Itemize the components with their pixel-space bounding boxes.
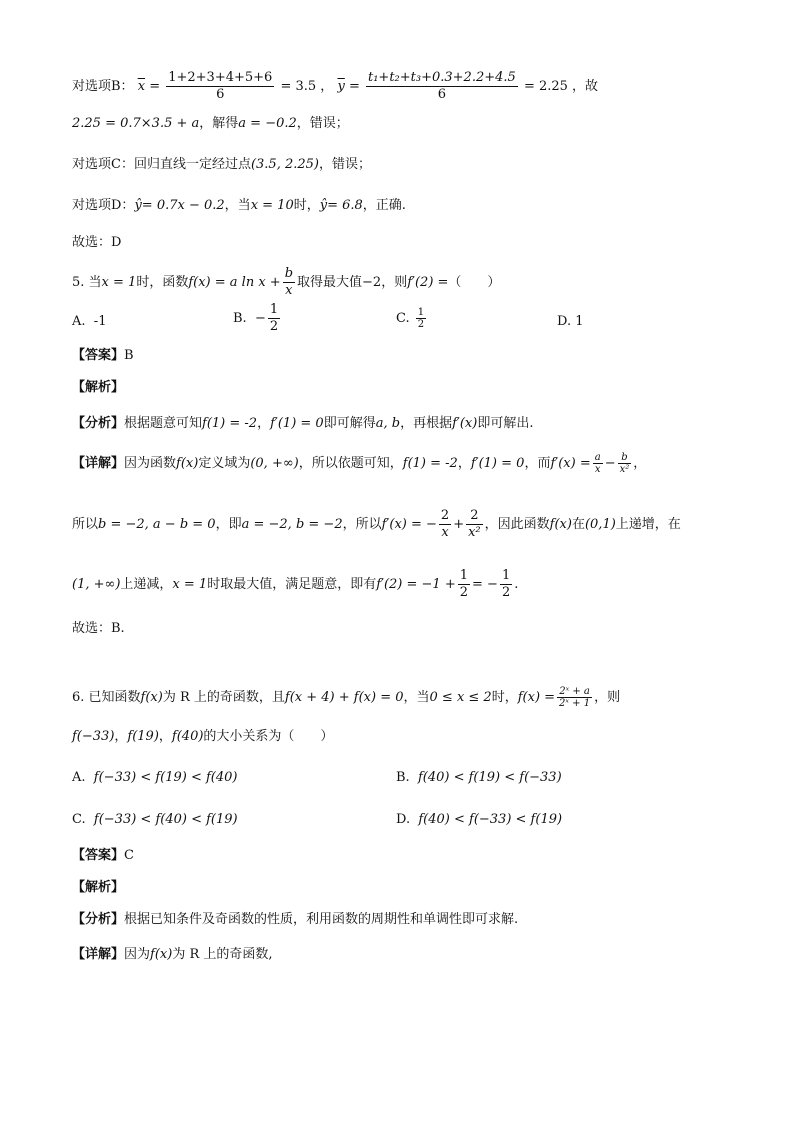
solve-a-line [72, 114, 349, 134]
denominator: 2ˣ + 1 [559, 698, 591, 709]
x-value: x = 10 [250, 198, 294, 213]
text: 在 [571, 517, 585, 532]
text: 因为函数 [124, 456, 177, 471]
equals: = [149, 79, 161, 94]
answer-tag: 【答案】 [72, 848, 125, 863]
text: ， [257, 416, 271, 431]
text: 对选项D： [72, 198, 135, 213]
math: f(40) [171, 729, 204, 744]
numerator: 2ˣ + a [557, 686, 592, 698]
fraction [500, 568, 512, 601]
numerator: 1 [269, 302, 279, 317]
operator: + [453, 517, 465, 532]
text: 即可解出. [477, 416, 534, 431]
text: ， [633, 456, 647, 471]
xiangjie-tag: 【详解】 [72, 456, 125, 471]
q5-analysis-tag: 【解析】 [72, 380, 125, 395]
math: (0,1) [584, 517, 616, 532]
point: (3.5, 2.25) [250, 157, 319, 172]
math: f′(x) = [550, 456, 591, 471]
math: f′(2) = [407, 275, 449, 290]
text: 上递增，在 [615, 517, 681, 532]
math: f(1) = -2 [202, 416, 258, 431]
text: 取得最大值 [297, 275, 363, 290]
numerator: 2 [466, 508, 483, 525]
operator: − [604, 456, 616, 471]
q6-option-a [72, 768, 238, 788]
answer-value: C [124, 848, 134, 863]
operator: = − [472, 577, 498, 592]
q6-option-d [396, 810, 562, 830]
text: 根据已知条件及奇函数的性质，利用函数的周期性和单调性即可求解. [124, 912, 519, 927]
option-label: A. [72, 314, 86, 329]
text: ，错误； [296, 116, 349, 131]
math: (0, +∞) [250, 456, 299, 471]
numerator: 1 [459, 568, 469, 583]
fenxi-tag: 【分析】 [72, 416, 125, 431]
math: f′(x) = − [381, 517, 437, 532]
option-label: C. [72, 812, 86, 827]
math: f′(1) = 0 [470, 456, 525, 471]
equals: = [348, 79, 360, 94]
option-fraction [268, 302, 280, 335]
option-label: D. [557, 314, 572, 329]
option-label: B. [233, 311, 247, 326]
fenxi-tag: 【分析】 [72, 912, 125, 927]
numerator: 1 [417, 307, 425, 318]
option-value: 1 [575, 314, 584, 329]
option-fraction [416, 307, 426, 330]
fraction [466, 508, 483, 541]
text: 定义域为 [198, 456, 251, 471]
text: ， [114, 729, 128, 744]
math: f′(1) = 0 [270, 416, 324, 431]
text: ，所以 [342, 517, 382, 532]
text: 上递减， [120, 577, 173, 592]
q6-option-c [72, 810, 238, 830]
option-value: f(−33) < f(40) < f(19) [93, 812, 238, 827]
text: 根据题意可知 [124, 416, 203, 431]
math: f(x) [549, 517, 572, 532]
text: 即可解得 [323, 416, 376, 431]
function-expr: f(x) = a ln x + [188, 275, 281, 290]
numerator: 1 [501, 568, 511, 583]
text: ，再根据 [400, 416, 453, 431]
q6-fenxi [72, 910, 518, 930]
text: 时， [293, 198, 320, 213]
value: = 3.5 ， [280, 79, 334, 94]
denominator: 2 [417, 319, 425, 330]
text: ，所以依题可知， [298, 456, 403, 471]
fraction [439, 508, 451, 541]
mean-y-fraction [366, 70, 518, 103]
math: f(x) = [517, 690, 556, 705]
question-6-stem [72, 686, 620, 709]
option-label: C. [396, 311, 410, 326]
numerator: b [284, 266, 294, 281]
math: a = −2, b = −2 [241, 517, 343, 532]
text: ， [457, 456, 471, 471]
q5-choice: 故选：B. [72, 621, 125, 636]
value: = 2.25 ，故 [523, 79, 599, 94]
text: ，正确. [362, 198, 406, 213]
math: f′(2) = −1 + [376, 577, 456, 592]
math: f′(x) [452, 416, 478, 431]
denominator: 2 [501, 585, 511, 600]
q5-option-a [72, 312, 106, 332]
q6-option-b [396, 768, 562, 788]
math: f(1) = -2 [402, 456, 458, 471]
text: 5. 当 [72, 275, 102, 290]
option-value: f(−33) < f(19) < f(40) [93, 770, 238, 785]
b-over-x [283, 266, 295, 299]
math: (1, +∞) [72, 577, 121, 592]
fraction [618, 452, 632, 475]
text: 所以 [72, 517, 99, 532]
math: f(x) [140, 690, 163, 705]
q5-detail-line-3 [72, 568, 518, 601]
denominator: 6 [216, 87, 225, 102]
math: f(x) [150, 947, 173, 962]
numerator: b [618, 452, 632, 464]
fraction [557, 686, 592, 709]
math: x = 1 [172, 577, 208, 592]
option-label: D. [396, 812, 411, 827]
denominator: x [441, 525, 449, 540]
q5-detail-line-2 [72, 508, 681, 541]
math: 0 ≤ x ≤ 2 [429, 690, 492, 705]
option-label: B. [396, 770, 410, 785]
denominator: x² [619, 464, 630, 475]
max-value: −2 [362, 275, 382, 290]
equation: 2.25 = 0.7×3.5 + a [72, 116, 200, 131]
q6-detail-line-1 [72, 945, 273, 965]
text: ，即 [215, 517, 242, 532]
q5-fenxi [72, 414, 533, 434]
q6-answer [72, 846, 134, 866]
text: 为 R 上的奇函数, [172, 947, 273, 962]
text: 6. 已知函数 [72, 690, 141, 705]
fraction [593, 452, 603, 475]
denominator: x² [468, 525, 481, 540]
option-value: -1 [93, 314, 107, 329]
math: f(x) [176, 456, 199, 471]
option-b-analysis-line [72, 70, 598, 103]
text: ，当 [403, 690, 430, 705]
y-hat: ŷ [134, 198, 142, 213]
question-6-stem-2 [72, 727, 333, 747]
q5-option-b [233, 302, 282, 335]
xiangjie-tag: 【详解】 [72, 947, 125, 962]
question-5-stem [72, 266, 500, 299]
text: （ ） [448, 275, 501, 290]
text: 的大小关系为（ ） [203, 729, 334, 744]
sign: − [254, 311, 266, 326]
y-hat: ŷ [319, 198, 328, 213]
option-d-line [72, 196, 406, 216]
q5-detail-line-1 [72, 452, 646, 475]
answer-value: B [124, 348, 134, 363]
text: ，则 [381, 275, 408, 290]
regression-equation: = 0.7x − 0.2 [141, 198, 225, 213]
text: ，错误； [318, 157, 371, 172]
text: 时取最大值，满足题意，即有 [207, 577, 377, 592]
math: f(−33) [72, 729, 115, 744]
answer-tag: 【答案】 [72, 348, 125, 363]
text: 时，函数 [136, 275, 189, 290]
denominator: x [594, 464, 601, 475]
math: f(x + 4) + f(x) = 0 [284, 690, 404, 705]
math: f(19) [127, 729, 159, 744]
predicted-value: = 6.8 [327, 198, 363, 213]
denominator: x [285, 283, 293, 298]
q5-option-d [557, 312, 584, 332]
text: ，因此函数 [484, 517, 550, 532]
text: 时， [491, 690, 518, 705]
x-bar: $\overline{x}$ [137, 79, 146, 94]
fraction [458, 568, 470, 601]
q5-answer [72, 346, 134, 366]
text: ， [158, 729, 172, 744]
option-c-line [72, 155, 371, 175]
denominator: 6 [437, 87, 447, 102]
y-bar: $\overline{y}$ [337, 79, 345, 94]
q5-option-c [396, 307, 428, 330]
choice-line: 故选：D [72, 235, 122, 250]
text: 对选项B： [72, 79, 134, 94]
text: 为 R 上的奇函数，且 [162, 690, 285, 705]
text: ，则 [594, 690, 621, 705]
denominator: 2 [269, 319, 279, 334]
denominator: 2 [459, 585, 469, 600]
text: ，而 [524, 456, 551, 471]
numerator: t₁+t₂+t₃+0.3+2.2+4.5 [368, 70, 516, 85]
mean-x-fraction [166, 70, 274, 103]
math: b = −2, a − b = 0 [98, 517, 216, 532]
math: a, b [375, 416, 401, 431]
option-label: A. [72, 770, 86, 785]
q6-analysis-tag: 【解析】 [72, 880, 125, 895]
numerator: a [594, 452, 601, 463]
text: . [514, 577, 519, 592]
text: 对选项C：回归直线一定经过点 [72, 157, 251, 172]
numerator: 2 [440, 508, 450, 523]
option-value: f(40) < f(−33) < f(19) [418, 812, 563, 827]
solution: a = −0.2 [238, 116, 297, 131]
numerator: 1+2+3+4+5+6 [168, 70, 273, 85]
math: x = 1 [101, 275, 137, 290]
option-value: f(40) < f(19) < f(−33) [417, 770, 562, 785]
text: ，当 [224, 198, 251, 213]
text: 因为 [124, 947, 151, 962]
text: ，解得 [199, 116, 239, 131]
